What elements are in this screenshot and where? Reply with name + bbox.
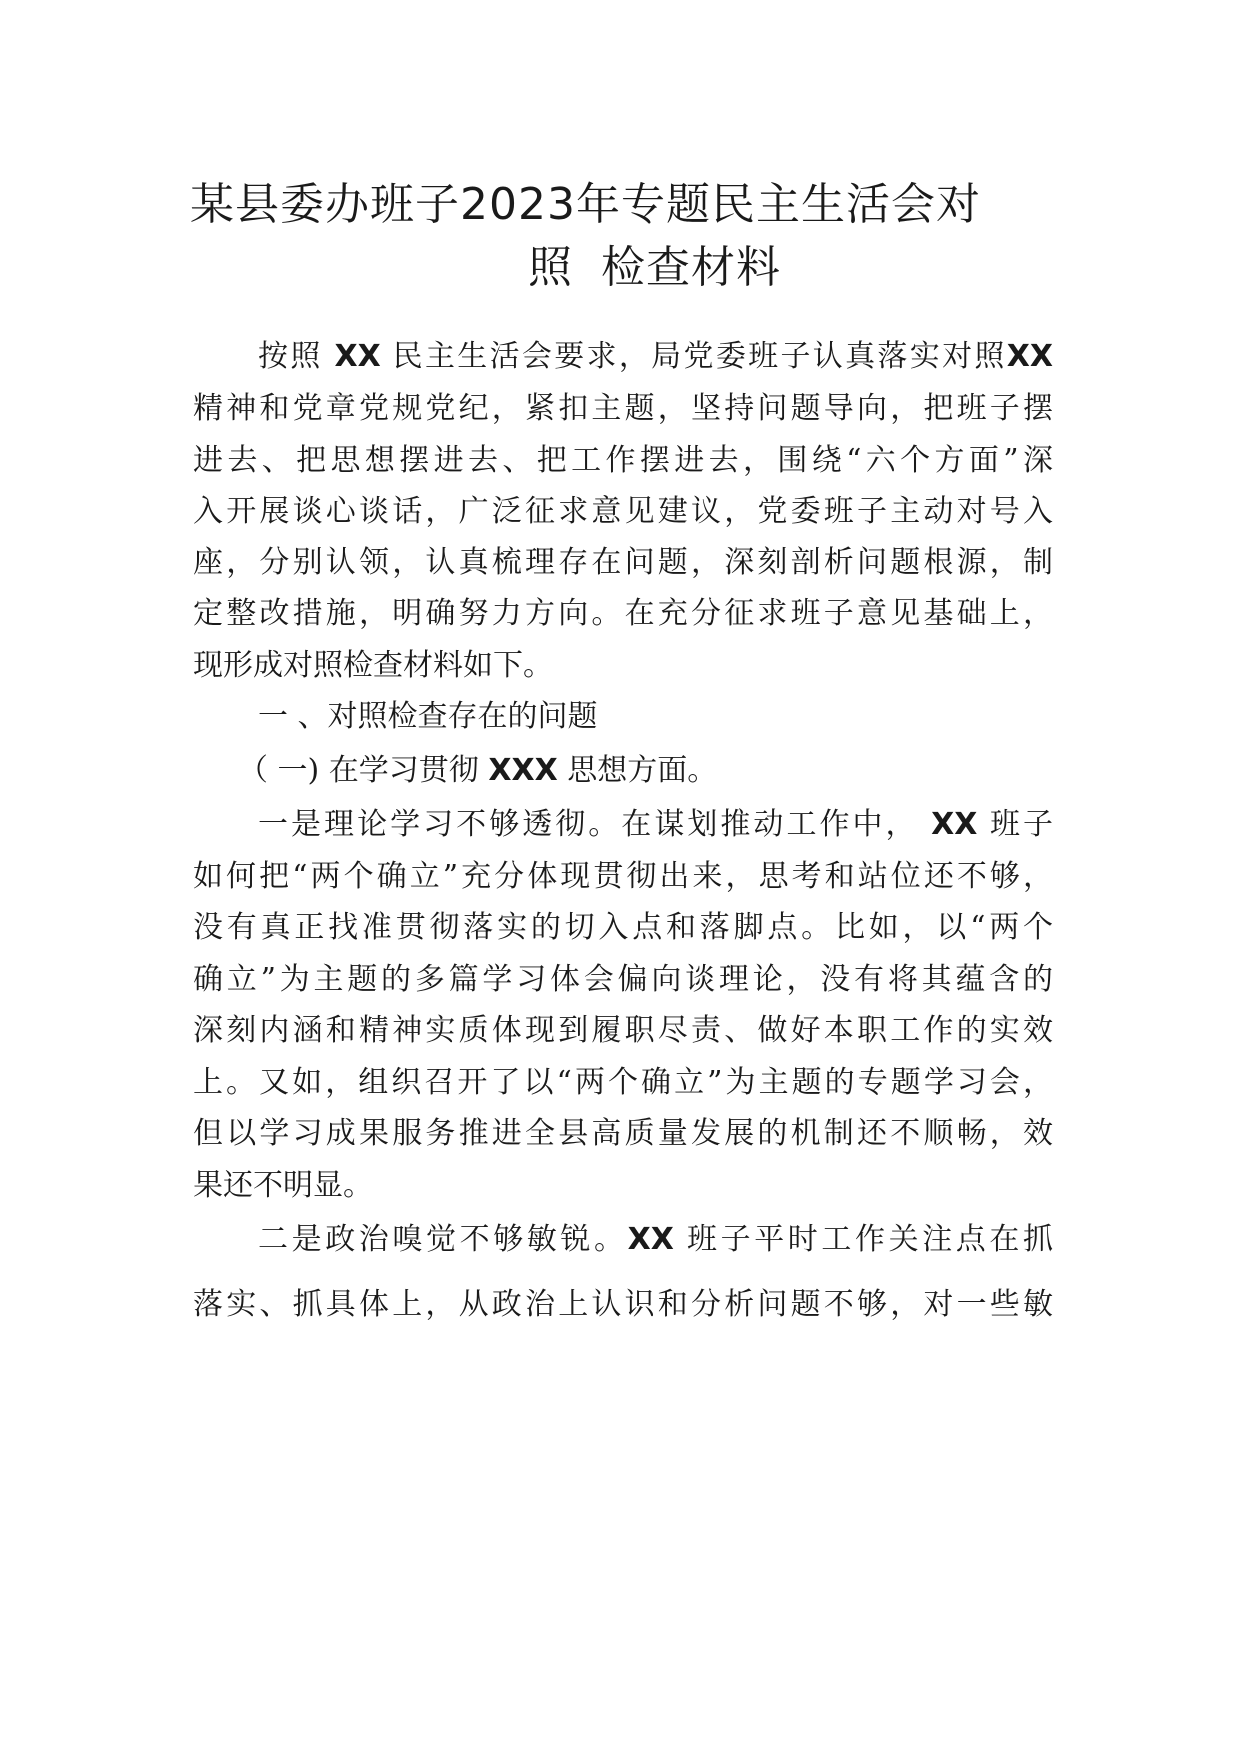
text-run: 班子 — [977, 807, 1053, 842]
paragraph-line — [258, 1222, 1053, 1257]
paragraph-line: 确立”为主题的多篇学习体会偏向谈理论，没有将其蕴含的 — [193, 962, 1053, 997]
paragraph-line: 落实、抓具体上，从政治上认识和分析问题不够，对一些敏 — [193, 1287, 1053, 1322]
placeholder-text: XX — [627, 1222, 674, 1257]
title-fragment: 照 — [528, 242, 573, 293]
placeholder-text: XXX — [488, 753, 558, 788]
intro-line: 进去、把思想摆进去、把工作摆进去，围绕“六个方面”深 — [193, 443, 1053, 478]
paragraph-line — [258, 807, 1053, 842]
document-title-line-1: 某县委办班子2023年专题民主生活会对 — [190, 179, 981, 230]
text-run: 二是政治嗅觉不够敏锐。 — [258, 1222, 628, 1257]
document-title-line-2 — [528, 242, 1240, 293]
intro-line: 现形成对照检查材料如下。 — [193, 648, 553, 683]
text-run: 班子平时工作关注点在抓 — [673, 1222, 1053, 1257]
paragraph-line: 上。又如，组织召开了以“两个确立”为主题的专题学习会， — [193, 1065, 1053, 1100]
section-heading: 一 、对照检查存在的问题 — [258, 699, 598, 734]
paragraph-line: 果还不明显。 — [193, 1168, 373, 1203]
paragraph-line: 如何把“两个确立”充分体现贯彻出来，思考和站位还不够， — [193, 859, 1053, 894]
placeholder-text: XX — [1006, 339, 1053, 374]
placeholder-text: XX — [334, 339, 381, 374]
placeholder-text: XX — [931, 807, 978, 842]
intro-line: 入开展谈心谈话，广泛征求意见建议，党委班子主动对号入 — [193, 494, 1053, 529]
text-run: 按照 — [258, 339, 335, 374]
text-run: （ 一) 在学习贯彻 — [238, 753, 489, 788]
text-run: 一是理论学习不够透彻。在谋划推动工作中， — [258, 807, 932, 842]
text-run: 民主生活会要求，局党委班子认真落实对照 — [380, 339, 1007, 374]
paragraph-line: 但以学习成果服务推进全县高质量发展的机制还不顺畅，效 — [193, 1116, 1053, 1151]
subsection-heading — [238, 753, 1053, 788]
intro-line: 座，分别认领，认真梳理存在问题，深刻剖析问题根源，制 — [193, 545, 1053, 580]
text-run: 思想方面。 — [557, 753, 718, 788]
paragraph-line: 深刻内涵和精神实质体现到履职尽责、做好本职工作的实效 — [193, 1013, 1053, 1048]
paragraph-line: 没有真正找准贯彻落实的切入点和落脚点。比如，以“两个 — [193, 910, 1053, 945]
intro-line — [258, 339, 1053, 374]
intro-line: 定整改措施，明确努力方向。在充分征求班子意见基础上， — [193, 596, 1053, 631]
intro-line: 精神和党章党规党纪，紧扣主题，坚持问题导向，把班子摆 — [193, 391, 1053, 426]
title-fragment: 检查材料 — [601, 242, 781, 293]
